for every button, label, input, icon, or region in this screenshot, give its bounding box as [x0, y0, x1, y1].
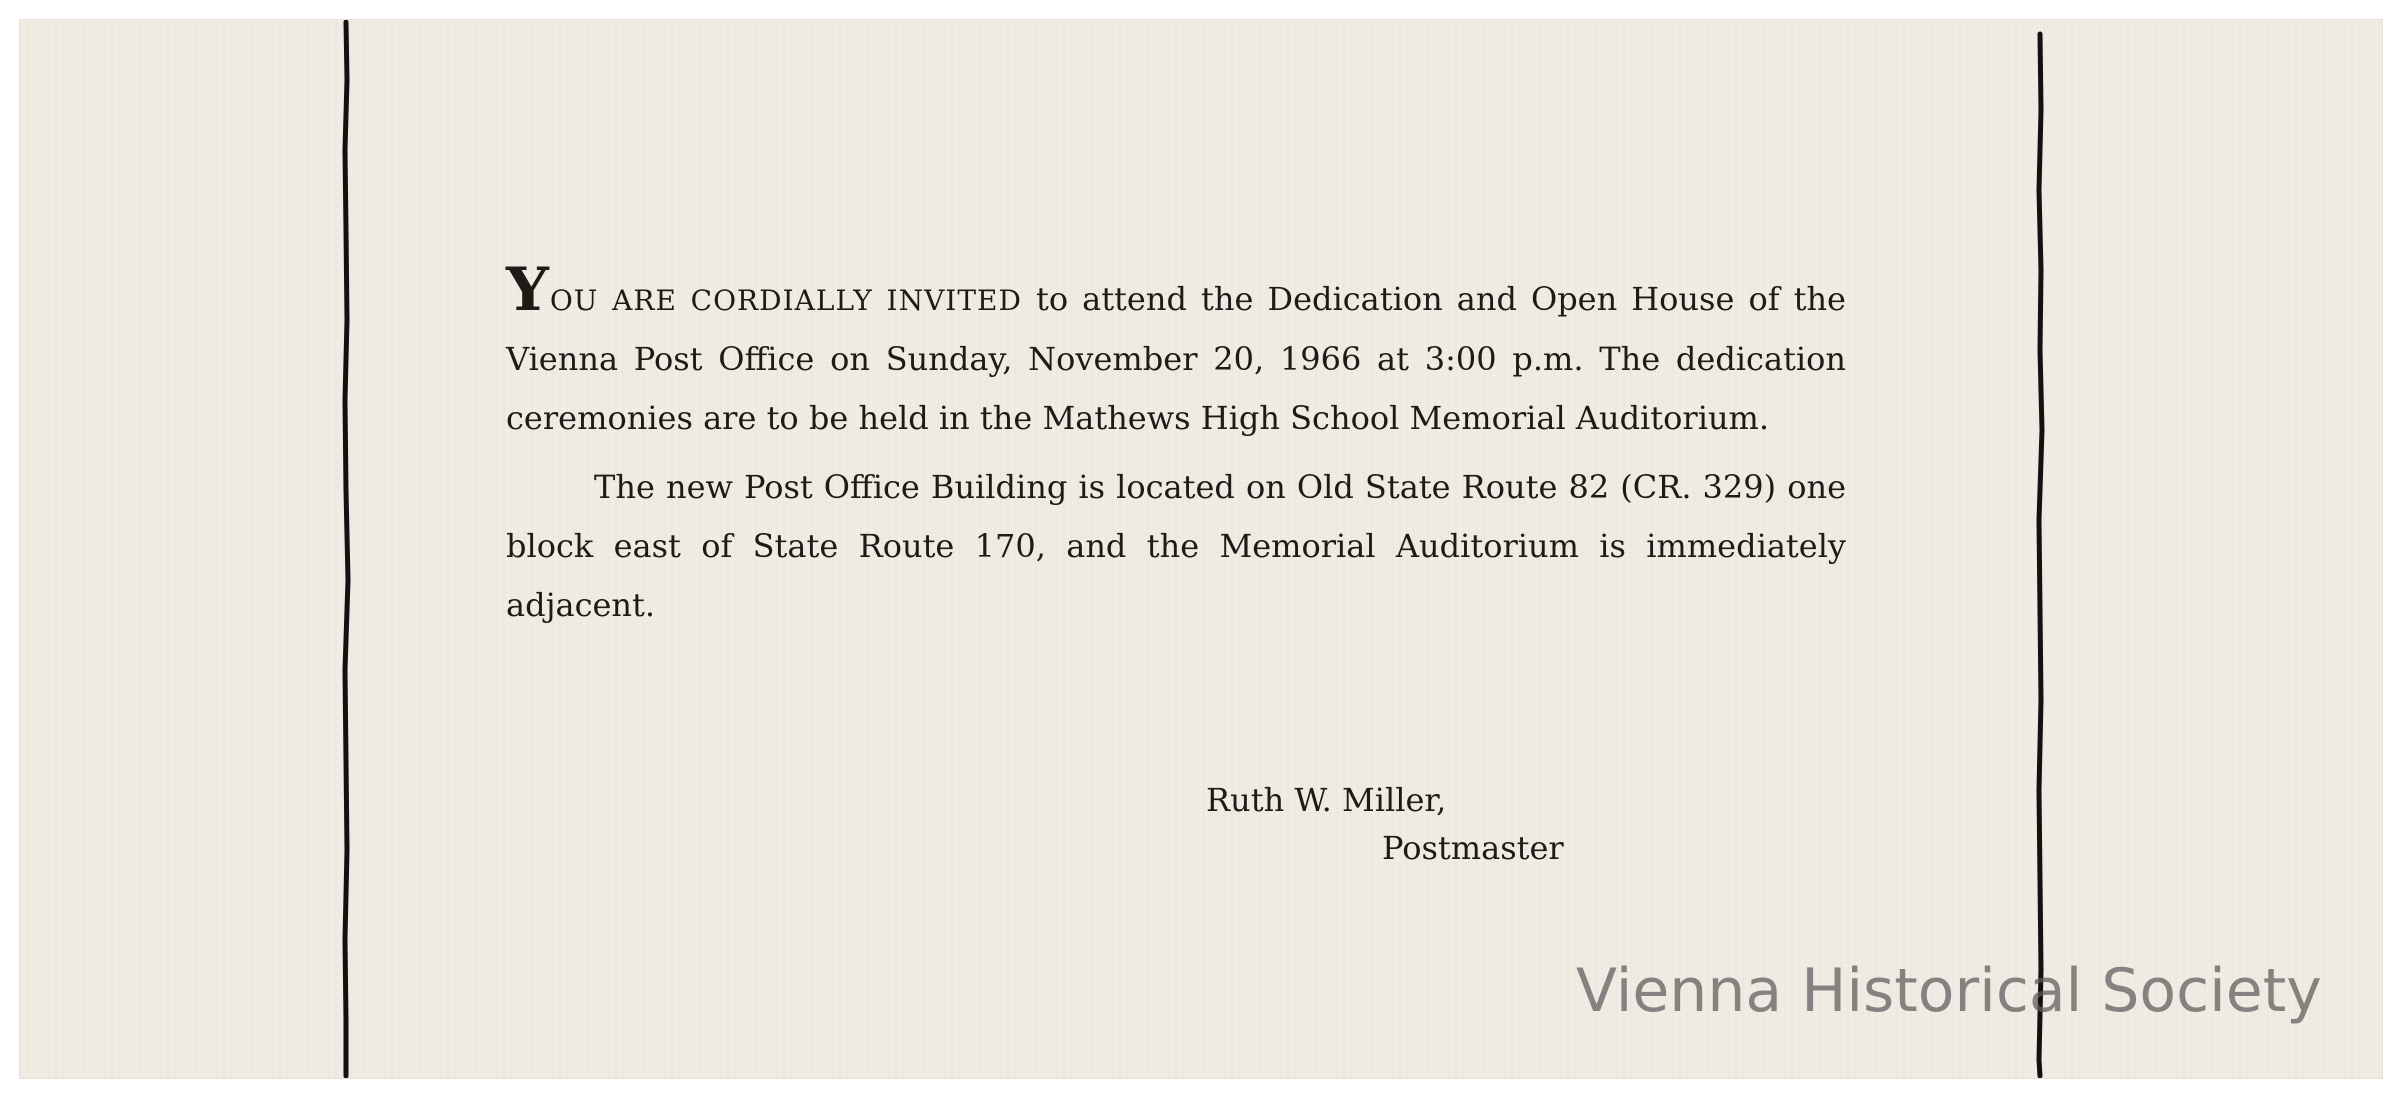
invitation-text [506, 255, 1846, 635]
paragraph-1-text: to attend the Dedication and Open House of the Vienna Post Office on Sunday, November 20, 1966 at 3:00 p.m. The dedication ceremonies are to be held in the Mathews High School Memorial Auditorium. [506, 280, 1846, 437]
watermark: Vienna Historical Society [1576, 956, 2322, 1026]
left-border-rule [336, 20, 356, 1078]
dropcap-letter: Y [506, 255, 550, 325]
opening-phrase: OU ARE CORDIALLY INVITED [549, 284, 1022, 317]
right-rule-line [2039, 34, 2042, 1076]
invitation-paragraph-2: The new Post Office Building is located on Old State Route 82 (CR. 329) one block east of State Route 170, and the Memorial Auditorium is immediately adjacent. [506, 468, 1846, 624]
signature-name: Ruth W. Miller, [1206, 781, 1447, 819]
signature-title: Postmaster [1382, 829, 1564, 867]
invitation-paragraph-1 [506, 255, 1846, 448]
left-rule-line [345, 22, 348, 1076]
right-border-rule [2030, 20, 2050, 1078]
